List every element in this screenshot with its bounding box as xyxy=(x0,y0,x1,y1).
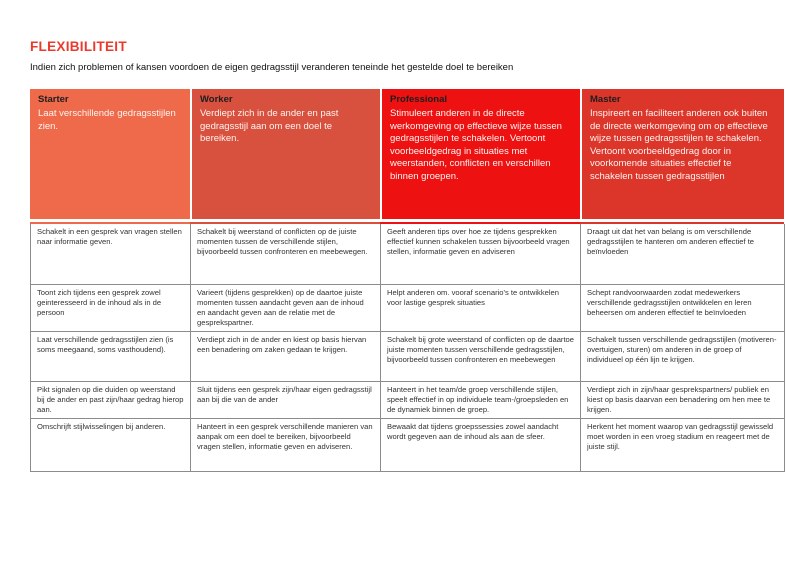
table-row-2 xyxy=(31,284,785,331)
matrix-cell-worker: Hanteert in een gesprek verschillende manieren van aanpak om een doel te bereiken, bijvoorbeeld vragen stellen, informatie geven en adviseren. xyxy=(191,418,381,471)
level-header-professional xyxy=(380,89,580,219)
matrix-cell-master: Schept randvoorwaarden zodat medewerkers verschillende gedragsstijlen ontwikkelen en leren beheersen om anderen effectief te beïnvloeden xyxy=(581,284,785,331)
accent-professional xyxy=(380,222,580,224)
matrix-cell-starter: Toont zich tijdens een gesprek zowel geinteresseerd in de inhoud als in de persoon xyxy=(31,284,191,331)
matrix-cell-starter: Laat verschillende gedragsstijlen zien (is soms meegaand, soms vasthoudend). xyxy=(31,331,191,381)
matrix-cell-worker: Schakelt bij weerstand of conflicten op de juiste momenten tussen de verschillende stijlen, bijvoorbeeld tussen confronteren en meebewegen. xyxy=(191,224,381,284)
level-header-worker xyxy=(190,89,380,219)
competency-matrix xyxy=(30,89,784,472)
level-summary-starter: Laat verschillende gedragsstijlen zien. xyxy=(38,108,176,132)
level-header-master xyxy=(580,89,784,219)
matrix-cell-professional: Hanteert in het team/de groep verschillende stijlen, speelt effectief in op individuele team-/groepsleden en de dynamiek binnen de groep. xyxy=(381,381,581,418)
matrix-cell-worker: Verdiept zich in de ander en kiest op basis hiervan een benadering om zaken gedaan te krijgen. xyxy=(191,331,381,381)
level-summary-master: Inspireert en faciliteert anderen ook buiten de directe werkomgeving om op effectieve wijze tussen gedragsstijlen te schakelen. Vertoont voorbeeldgedrag door in voorkomende situaties effectief te schakelen tussen gedragsstijlen xyxy=(590,108,768,182)
matrix-cell-professional: Schakelt bij grote weerstand of conflicten op de daartoe juiste momenten tussen verschillende gedragsstijlen, bijvoorbeeld tussen confronteren en meebewegen xyxy=(381,331,581,381)
matrix-cell-starter: Omschrijft stijlwisselingen bij anderen. xyxy=(31,418,191,471)
level-name-professional: Professional xyxy=(390,94,448,106)
level-name-worker: Worker xyxy=(200,94,233,106)
accent-starter xyxy=(30,222,190,224)
level-name-master: Master xyxy=(590,94,621,106)
level-header-starter xyxy=(30,89,190,219)
header-accent-strip xyxy=(30,222,784,224)
level-summary-worker: Verdiept zich in de ander en past gedragsstijl aan om een doel te bereiken. xyxy=(200,108,339,145)
matrix-cell-master: Herkent het moment waarop van gedragsstijl gewisseld moet worden in een vroeg stadium en reageert met de juiste stijl. xyxy=(581,418,785,471)
page-subtitle: Indien zich problemen of kansen voordoen de eigen gedragsstijl veranderen teneinde het gestelde doel te bereiken xyxy=(30,61,514,73)
matrix-cell-master: Draagt uit dat het van belang is om verschillende gedragsstijlen te hanteren om anderen effectief te beïnvloeden xyxy=(581,224,785,284)
accent-worker xyxy=(190,222,380,224)
table-row-3 xyxy=(31,331,785,381)
level-name-starter: Starter xyxy=(38,94,69,106)
level-summary-professional: Stimuleert anderen in de directe werkomgeving op effectieve wijze tussen gedragsstijlen te schakelen. Vertoont voorbeeldgedrag in situaties met weerstanden, conflicten en verschillen binnen groepen. xyxy=(390,108,562,182)
table-row-1 xyxy=(31,224,785,284)
matrix-cell-master: Schakelt tussen verschillende gedragsstijlen (motiveren-overtuigen, sturen) om anderen in de groep of individueel op één lijn te krijgen. xyxy=(581,331,785,381)
matrix-cell-worker: Varieert (tijdens gesprekken) op de daartoe juiste momenten tussen aandacht geven aan de inhoud en aandacht geven aan de relatie met de gesprekspartner. xyxy=(191,284,381,331)
matrix-cell-worker: Sluit tijdens een gesprek zijn/haar eigen gedragsstijl aan bij die van de ander xyxy=(191,381,381,418)
matrix-cell-starter: Schakelt in een gesprek van vragen stellen naar informatie geven. xyxy=(31,224,191,284)
accent-master xyxy=(580,222,784,224)
matrix-cell-professional: Bewaakt dat tijdens groepssessies zowel aandacht wordt gegeven aan de inhoud als aan de sfeer. xyxy=(381,418,581,471)
matrix-cell-starter: Pikt signalen op die duiden op weerstand bij de ander en past zijn/haar gedrag hierop aan. xyxy=(31,381,191,418)
matrix-header-row xyxy=(30,89,784,219)
table-row-4 xyxy=(31,381,785,418)
matrix-cell-professional: Geeft anderen tips over hoe ze tijdens gesprekken effectief kunnen schakelen tussen bijvoorbeeld vragen stellen, informatie geven en adviseren xyxy=(381,224,581,284)
page-title: FLEXIBILITEIT xyxy=(30,39,127,54)
matrix-cell-master: Verdiept zich in zijn/haar gesprekspartners/ publiek en kiest op basis daarvan een benadering om hen mee te krijgen. xyxy=(581,381,785,418)
table-row-5 xyxy=(31,418,785,471)
matrix-cell-professional: Helpt anderen om. vooraf scenario's te ontwikkelen voor lastige gesprek situaties xyxy=(381,284,581,331)
matrix-body-table xyxy=(30,224,785,472)
